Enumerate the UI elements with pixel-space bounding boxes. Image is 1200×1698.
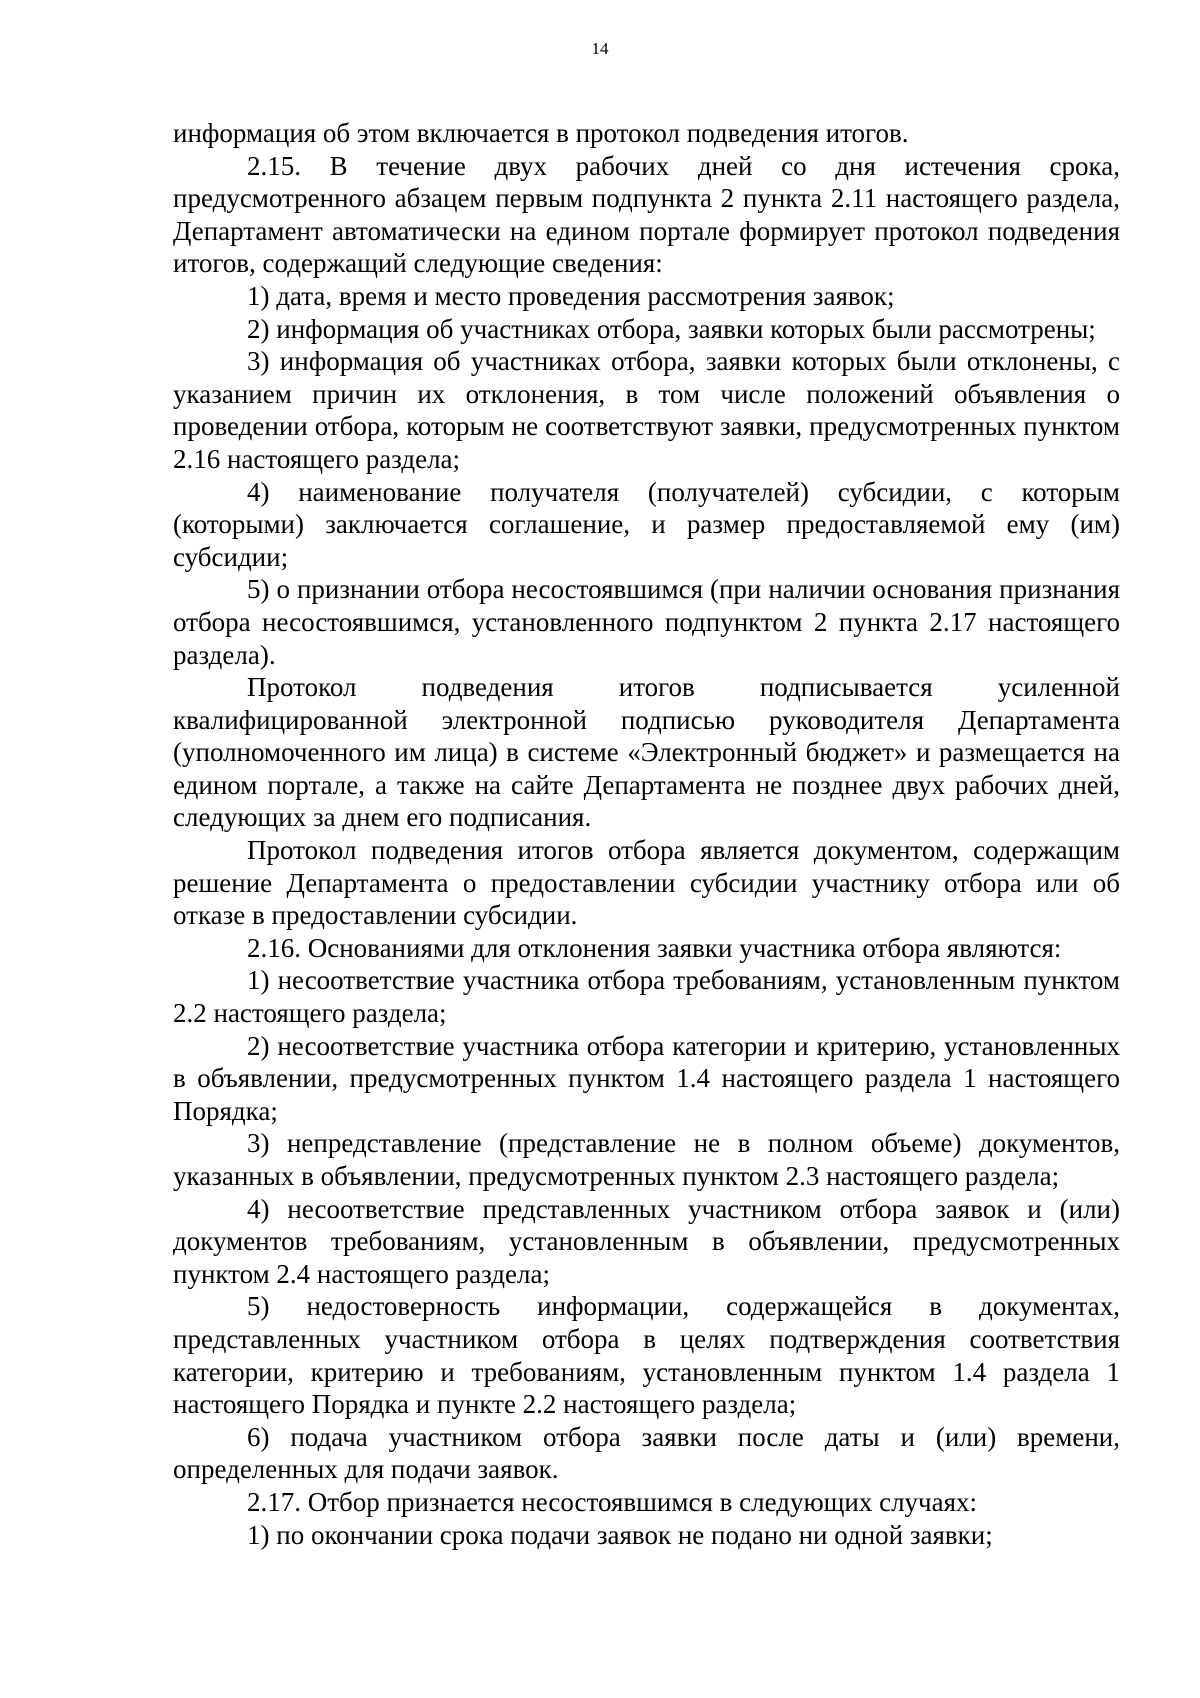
list-item-2-16-2: 2) несоответствие участника отбора категории и критерию, установленных в объявлении, предусмотренных пунктом 1.4 настоящего раздела 1 настоящего Порядка; [173,1030,1120,1126]
list-item-2-15-5: 5) о признании отбора несостоявшимся (при наличии основания признания отбора несостоявшимся, установленного подпунктом 2 пункта 2.17 настоящего раздела). [173,574,1120,670]
paragraph-2-17: 2.17. Отбор признается несостоявшимся в следующих случаях: [247,1486,978,1517]
paragraph-continuation: информация об этом включается в протокол подведения итогов. [173,118,909,148]
list-item-2-15-2: 2) информация об участниках отбора, заявки которых были рассмотрены; [247,313,1096,344]
paragraph-protocol-decision: Протокол подведения итогов отбора является документом, содержащим решение Департамента о предоставлении субсидии участнику отбора или об отказе в предоставлении субсидии. [173,835,1120,931]
paragraph-2-15: 2.15. В течение двух рабочих дней со дня истечения срока, предусмотренного абзацем первым подпункта 2 пункта 2.11 настоящего раздела, Департамент автоматически на едином портале формирует протокол подведения итогов, содержащий следующие сведения: [173,150,1120,279]
document-body [173,117,1120,1551]
list-item-2-16-3: 3) непредставление (представление не в полном объеме) документов, указанных в объявлении, предусмотренных пунктом 2.3 настоящего раздела; [173,1128,1120,1191]
list-item-2-15-1: 1) дата, время и место проведения рассмотрения заявок; [247,280,895,311]
list-item-2-16-4: 4) несоответствие представленных участником отбора заявок и (или) документов требованиям, установленным в объявлении, предусмотренных пунктом 2.4 настоящего раздела; [173,1193,1120,1289]
paragraph-protocol-signing: Протокол подведения итогов подписывается усиленной квалифицированной электронной подписью руководителя Департамента (уполномоченного им лица) в системе «Электронный бюджет» и размещается на едином портале, а также на сайте Департамента не позднее двух рабочих дней, следующих за днем его подписания. [173,672,1120,833]
list-item-2-16-1: 1) несоответствие участника отбора требованиям, установленным пунктом 2.2 настоящего раздела; [173,965,1120,1029]
list-item-2-15-3: 3) информация об участниках отбора, заявки которых были отклонены, с указанием причин их отклонения, в том числе положений объявления о проведении отбора, которым не соответствуют заявки, предусмотренных пунктом 2.16 настоящего раздела; [173,346,1120,474]
page-number: 14 [591,39,609,58]
list-item-2-16-5: 5) недостоверность информации, содержащейся в документах, представленных участником отбора в целях подтверждения соответствия категории, критерию и требованиям, установленным пунктом 1.4 раздела 1 настоящего Порядка и пункте 2.2 настоящего раздела; [173,1291,1120,1420]
list-item-2-17-1: 1) по окончании срока подачи заявок не подано ни одной заявки; [247,1519,993,1550]
list-item-2-15-4: 4) наименование получателя (получателей) субсидии, с которым (которыми) заключается соглашение, и размер предоставляемой ему (им) субсидии; [173,476,1120,572]
paragraph-2-16: 2.16. Основаниями для отклонения заявки участника отбора являются: [247,932,1062,963]
list-item-2-16-6: 6) подача участником отбора заявки после даты и (или) времени, определенных для подачи заявок. [173,1421,1120,1485]
